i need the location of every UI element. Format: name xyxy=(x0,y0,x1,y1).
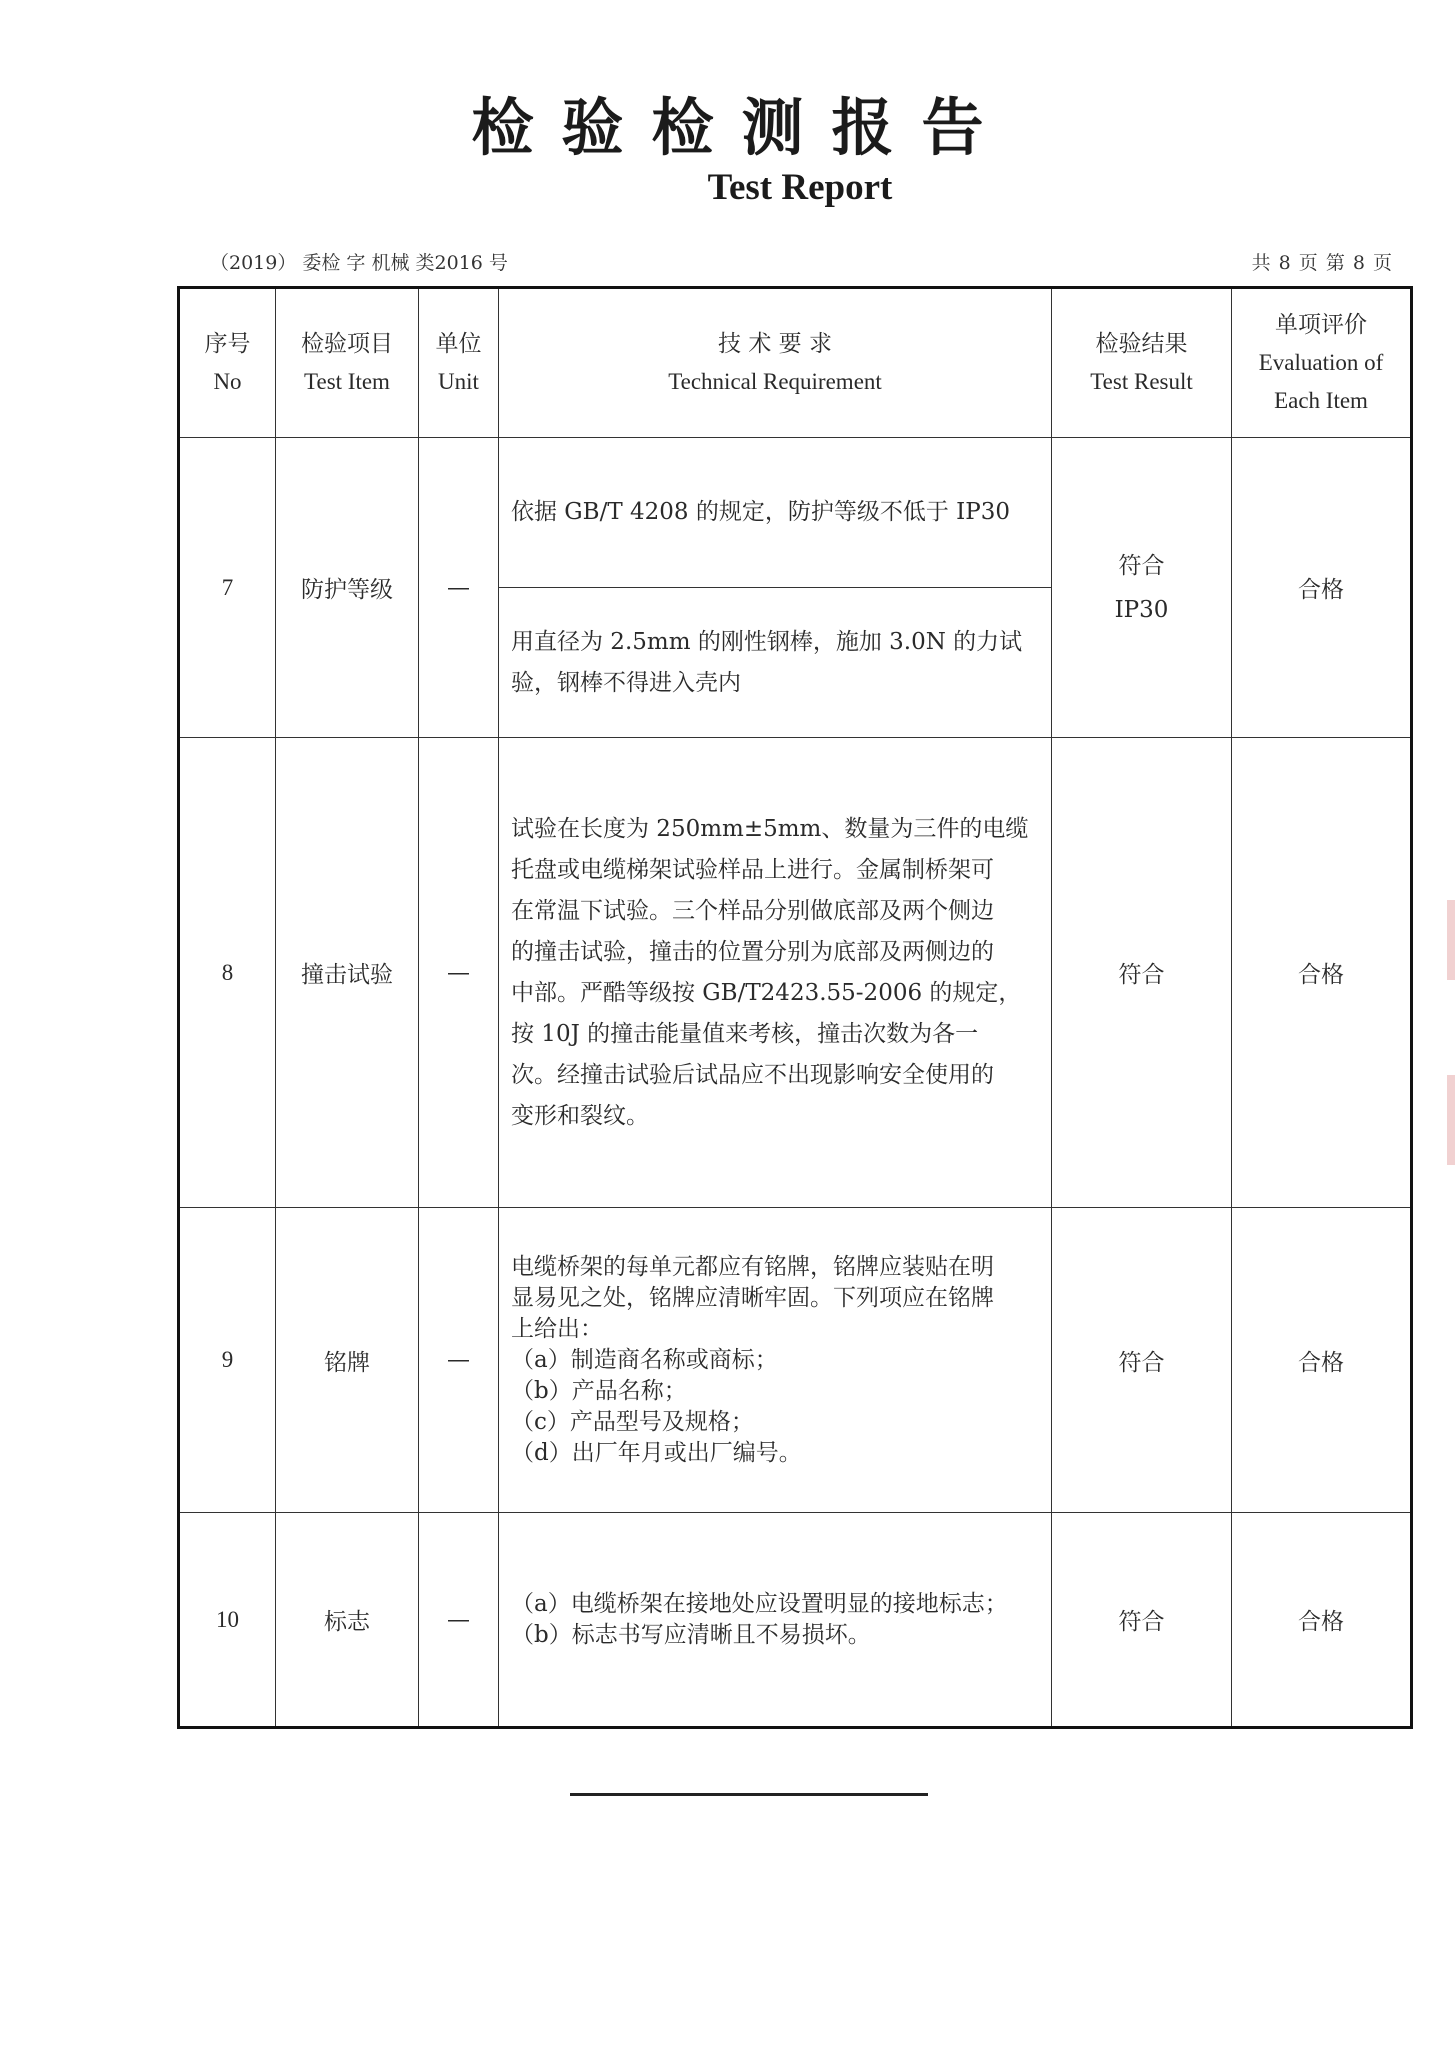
page-count: 共 8 页 第 8 页 xyxy=(1251,252,1393,274)
seal-edge-mark xyxy=(1447,1075,1455,1165)
row-test-item: 防护等级 xyxy=(276,438,419,738)
row-unit: — xyxy=(419,1208,499,1513)
header-test-result: 检验结果 Test Result xyxy=(1052,288,1232,438)
row-no: 7 xyxy=(179,438,276,738)
table-row xyxy=(179,1208,1412,1513)
table-header-row xyxy=(179,288,1412,438)
header-no: 序号 No xyxy=(179,288,276,438)
row-test-item: 铭牌 xyxy=(276,1208,419,1513)
report-title-cn: 检验检测报告 xyxy=(471,91,1012,164)
header-evaluation: 单项评价 Evaluation of Each Item xyxy=(1232,288,1412,438)
row-no: 8 xyxy=(179,738,276,1208)
row-no: 10 xyxy=(179,1513,276,1728)
row-test-item: 标志 xyxy=(276,1513,419,1728)
row-requirement: 用直径为 2.5mm 的刚性钢棒，施加 3.0N 的力试 验，钢棒不得进入壳内 xyxy=(499,588,1052,738)
row-requirement: 电缆桥架的每单元都应有铭牌，铭牌应装贴在明 显易见之处，铭牌应清晰牢固。下列项应在铭牌 上给出： （a）制造商名称或商标； （b）产品名称； （c）产品型号及规格； （d）出厂年月或出厂编号。 xyxy=(499,1208,1052,1513)
seal-edge-mark xyxy=(1447,900,1455,980)
row-no: 9 xyxy=(179,1208,276,1513)
report-reference-number: （2019） 委检 字 机械 类2016 号 xyxy=(210,252,508,274)
test-report-table xyxy=(177,286,1413,1729)
row-requirement: （a）电缆桥架在接地处应设置明显的接地标志； （b）标志书写应清晰且不易损坏。 xyxy=(499,1513,1052,1728)
table-row xyxy=(179,738,1412,1208)
row-unit: — xyxy=(419,738,499,1208)
row-result: 符合 xyxy=(1052,1513,1232,1728)
row-requirement: 试验在长度为 250mm±5mm、数量为三件的电缆 托盘或电缆梯架试验样品上进行。金属制桥架可 在常温下试验。三个样品分别做底部及两个侧边 的撞击试验，撞击的位置分别为底部及两侧边的 中部。严酷等级按 GB/T2423.55-2006 的规定， 按 10J 的撞击能量值来考核，撞击次数为各一 次。经撞击试验后试品应不出现影响安全使用的 变形和裂纹。 xyxy=(499,738,1052,1208)
header-test-item: 检验项目 Test Item xyxy=(276,288,419,438)
row-result: 符合 IP30 xyxy=(1052,438,1232,738)
row-result: 符合 xyxy=(1052,1208,1232,1513)
row-evaluation: 合格 xyxy=(1232,1208,1412,1513)
row-test-item: 撞击试验 xyxy=(276,738,419,1208)
row-result: 符合 xyxy=(1052,738,1232,1208)
row-evaluation: 合格 xyxy=(1232,438,1412,738)
row-evaluation: 合格 xyxy=(1232,738,1412,1208)
table-row xyxy=(179,438,1412,588)
header-unit: 单位 Unit xyxy=(419,288,499,438)
row-requirement: 依据 GB/T 4208 的规定，防护等级不低于 IP30 xyxy=(499,438,1052,588)
row-unit: — xyxy=(419,438,499,738)
report-title-en: Test Report xyxy=(707,167,893,208)
header-technical-requirement: 技 术 要 求 Technical Requirement xyxy=(499,288,1052,438)
row-evaluation: 合格 xyxy=(1232,1513,1412,1728)
table-row xyxy=(179,1513,1412,1728)
end-of-report-rule xyxy=(570,1793,928,1796)
row-unit: — xyxy=(419,1513,499,1728)
